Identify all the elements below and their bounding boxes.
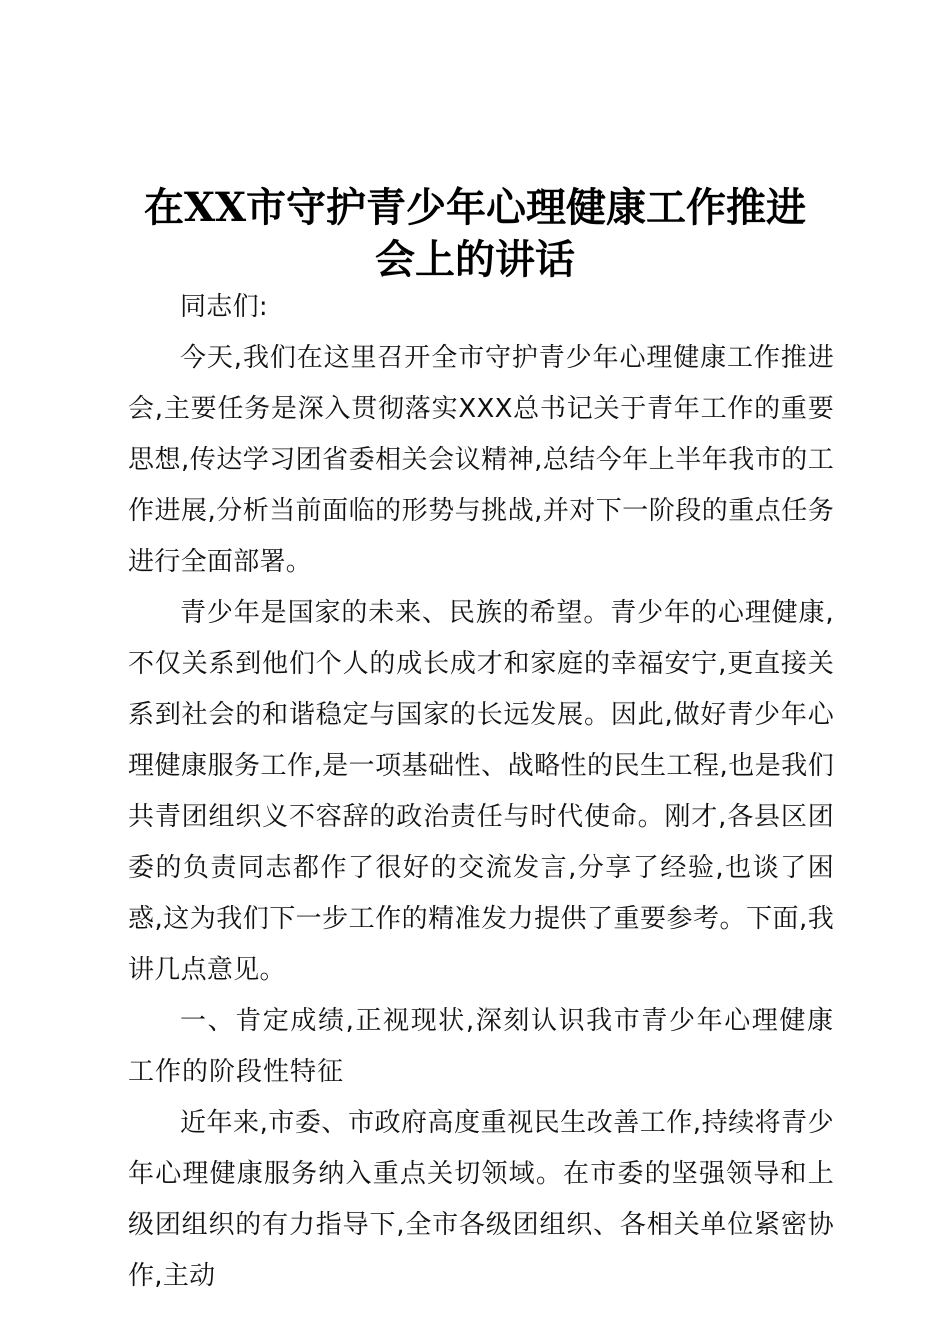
- greeting: 同志们:: [180, 292, 268, 322]
- paragraph-intro: 今天,我们在这里召开全市守护青少年心理健康工作推进会,主要任务是深入贯彻落实XXX总书记关于青年工作的重要思想,传达学习团省委相关会议精神,总结今年上半年我市的工作进展,分析当前面临的形势与挑战,并对下一阶段的重点任务进行全面部署。: [128, 343, 834, 577]
- document-body: [128, 282, 834, 1302]
- document-title-line-2: 会上的讲话: [375, 236, 575, 283]
- section-paragraph: 近年来,市委、市政府高度重视民生改善工作,持续将青少年心理健康服务纳入重点关切领域。在市委的坚强领导和上级团组织的有力指导下,全市各级团组织、各相关单位紧密协作,主动: [128, 1108, 834, 1291]
- section-heading: 一、肯定成绩,正视现状,深刻认识我市青少年心理健康工作的阶段性特征: [128, 1006, 834, 1087]
- document-title-line-1: 在XX市守护青少年心理健康工作推进: [143, 184, 807, 231]
- paragraph-significance: 青少年是国家的未来、民族的希望。青少年的心理健康,不仅关系到他们个人的成长成才和家庭的幸福安宁,更直接关系到社会的和谐稳定与国家的长远发展。因此,做好青少年心理健康服务工作,是一项基础性、战略性的民生工程,也是我们共青团组织义不容辞的政治责任与时代使命。刚才,各县区团委的负责同志都作了很好的交流发言,分享了经验,也谈了困惑,这为我们下一步工作的精准发力提供了重要参考。下面,我讲几点意见。: [128, 598, 834, 985]
